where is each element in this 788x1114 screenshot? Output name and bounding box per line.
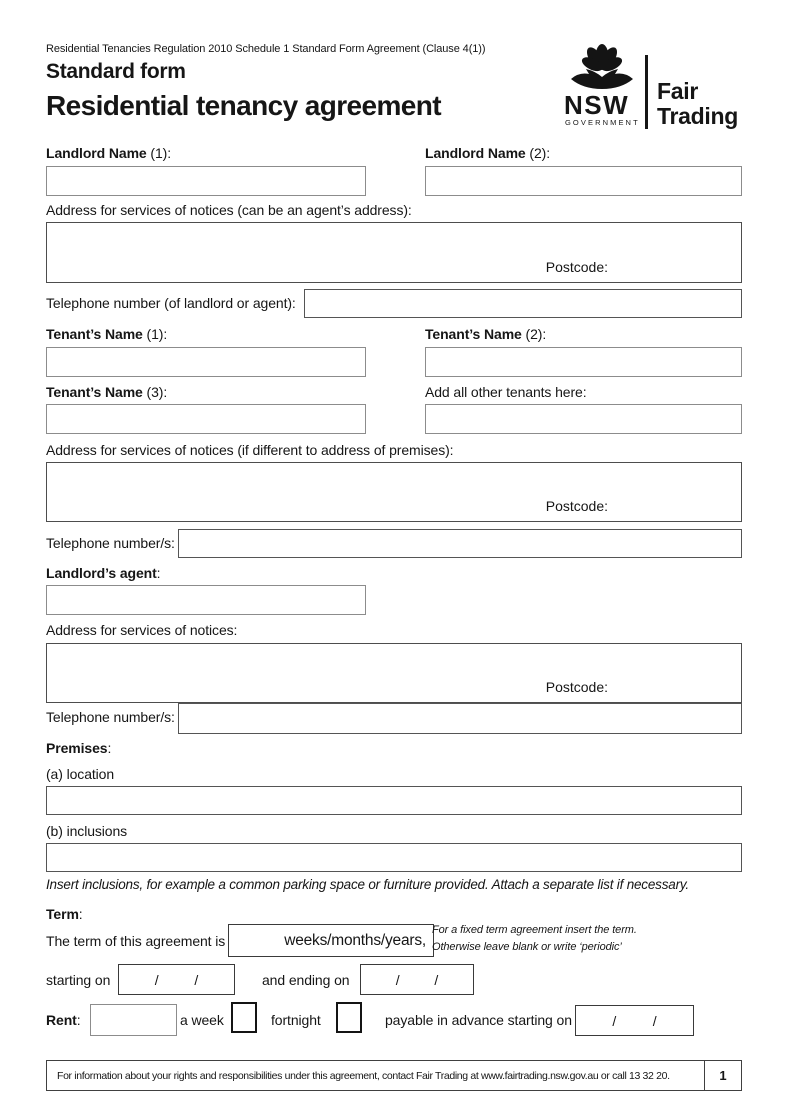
tenant-name-2-label: Tenant’s Name (2): bbox=[425, 326, 547, 342]
landlord-name-2-label: Landlord Name (2): bbox=[425, 145, 550, 161]
tenant-postcode-label: Postcode: bbox=[545, 498, 608, 514]
slash-separator: / bbox=[434, 971, 439, 988]
term-label: Term: bbox=[46, 906, 83, 922]
waratah-icon bbox=[569, 41, 635, 89]
landlord-phone-label: Telephone number (of landlord or agent): bbox=[46, 295, 296, 311]
form-type-heading: Standard form bbox=[46, 60, 186, 83]
location-input[interactable] bbox=[46, 786, 742, 815]
landlords-agent-input[interactable] bbox=[46, 585, 366, 615]
starting-on-label: starting on bbox=[46, 972, 111, 988]
payable-in-advance-label: payable in advance starting on bbox=[385, 1012, 572, 1028]
term-note-line1: For a fixed term agreement insert the term. bbox=[432, 924, 637, 936]
agent-address-input[interactable] bbox=[46, 643, 742, 703]
tenant-name-1-input[interactable] bbox=[46, 347, 366, 377]
location-label: (a) location bbox=[46, 766, 115, 782]
landlord-phone-input[interactable] bbox=[304, 289, 742, 318]
regulation-line: Residential Tenancies Regulation 2010 Schedule 1 Standard Form Agreement (Clause 4(1)) bbox=[46, 43, 486, 55]
rent-amount-input[interactable] bbox=[90, 1004, 177, 1036]
fortnight-label: fortnight bbox=[271, 1012, 321, 1028]
inclusions-input[interactable] bbox=[46, 843, 742, 872]
rent-start-date-input[interactable] bbox=[575, 1005, 694, 1036]
landlord-address-input[interactable] bbox=[46, 222, 742, 283]
landlord-name-2-input[interactable] bbox=[425, 166, 742, 196]
other-tenants-label: Add all other tenants here: bbox=[425, 384, 587, 400]
fortnight-checkbox[interactable] bbox=[336, 1002, 362, 1033]
tenant-name-3-input[interactable] bbox=[46, 404, 366, 434]
agent-address-label: Address for services of notices: bbox=[46, 622, 238, 638]
end-date-input[interactable] bbox=[360, 964, 474, 995]
page-title: Residential tenancy agreement bbox=[46, 90, 441, 121]
nsw-fair-trading-logo bbox=[556, 40, 746, 134]
inclusions-note: Insert inclusions, for example a common parking space or furniture provided. Attach a separate list if necessary. bbox=[46, 877, 689, 892]
fair-trading-wordmark-line1: Fair bbox=[657, 78, 698, 104]
rent-label: Rent: bbox=[46, 1012, 81, 1028]
landlords-agent-label: Landlord’s agent: bbox=[46, 565, 161, 581]
logo-divider bbox=[645, 55, 648, 129]
term-sentence: The term of this agreement is bbox=[46, 933, 226, 949]
nsw-wordmark: NSW bbox=[564, 90, 630, 120]
slash-separator: / bbox=[612, 1012, 617, 1029]
tenant-phone-label: Telephone number/s: bbox=[46, 535, 175, 551]
start-date-input[interactable] bbox=[118, 964, 235, 995]
tenant-address-input[interactable] bbox=[46, 462, 742, 522]
landlord-postcode-label: Postcode: bbox=[545, 259, 608, 275]
slash-separator: / bbox=[154, 971, 159, 988]
page-number: 1 bbox=[704, 1061, 741, 1090]
agent-phone-input[interactable] bbox=[178, 703, 742, 734]
a-week-checkbox[interactable] bbox=[231, 1002, 257, 1033]
landlord-address-label: Address for services of notices (can be an agent’s address): bbox=[46, 202, 412, 218]
term-length-input[interactable] bbox=[228, 924, 434, 957]
tenant-phone-input[interactable] bbox=[178, 529, 742, 558]
slash-separator: / bbox=[194, 971, 199, 988]
footer-info-text: For information about your rights and responsibilities under this agreement, contact Fair Trading at www.fairtrading.nsw.gov.au or call 13 32 20. bbox=[57, 1069, 670, 1082]
term-note-line2: Otherwise leave blank or write ‘periodic’ bbox=[432, 941, 622, 953]
tenant-name-1-label: Tenant’s Name (1): bbox=[46, 326, 168, 342]
landlord-name-1-label: Landlord Name (1): bbox=[46, 145, 171, 161]
agent-postcode-label: Postcode: bbox=[545, 679, 608, 695]
other-tenants-input[interactable] bbox=[425, 404, 742, 434]
inclusions-label: (b) inclusions bbox=[46, 823, 128, 839]
premises-label: Premises: bbox=[46, 740, 112, 756]
tenant-name-3-label: Tenant’s Name (3): bbox=[46, 384, 168, 400]
a-week-label: a week bbox=[180, 1012, 224, 1028]
slash-separator: / bbox=[395, 971, 400, 988]
agent-phone-label: Telephone number/s: bbox=[46, 709, 175, 725]
fair-trading-wordmark-line2: Trading bbox=[657, 103, 738, 129]
slash-separator: / bbox=[652, 1012, 657, 1029]
footer-info-box bbox=[46, 1060, 742, 1091]
tenant-address-label: Address for services of notices (if different to address of premises): bbox=[46, 442, 454, 458]
landlord-name-1-input[interactable] bbox=[46, 166, 366, 196]
ending-on-label: and ending on bbox=[262, 972, 350, 988]
government-text: GOVERNMENT bbox=[565, 118, 640, 127]
term-unit-text: weeks/months/years, bbox=[284, 931, 426, 949]
tenant-name-2-input[interactable] bbox=[425, 347, 742, 377]
